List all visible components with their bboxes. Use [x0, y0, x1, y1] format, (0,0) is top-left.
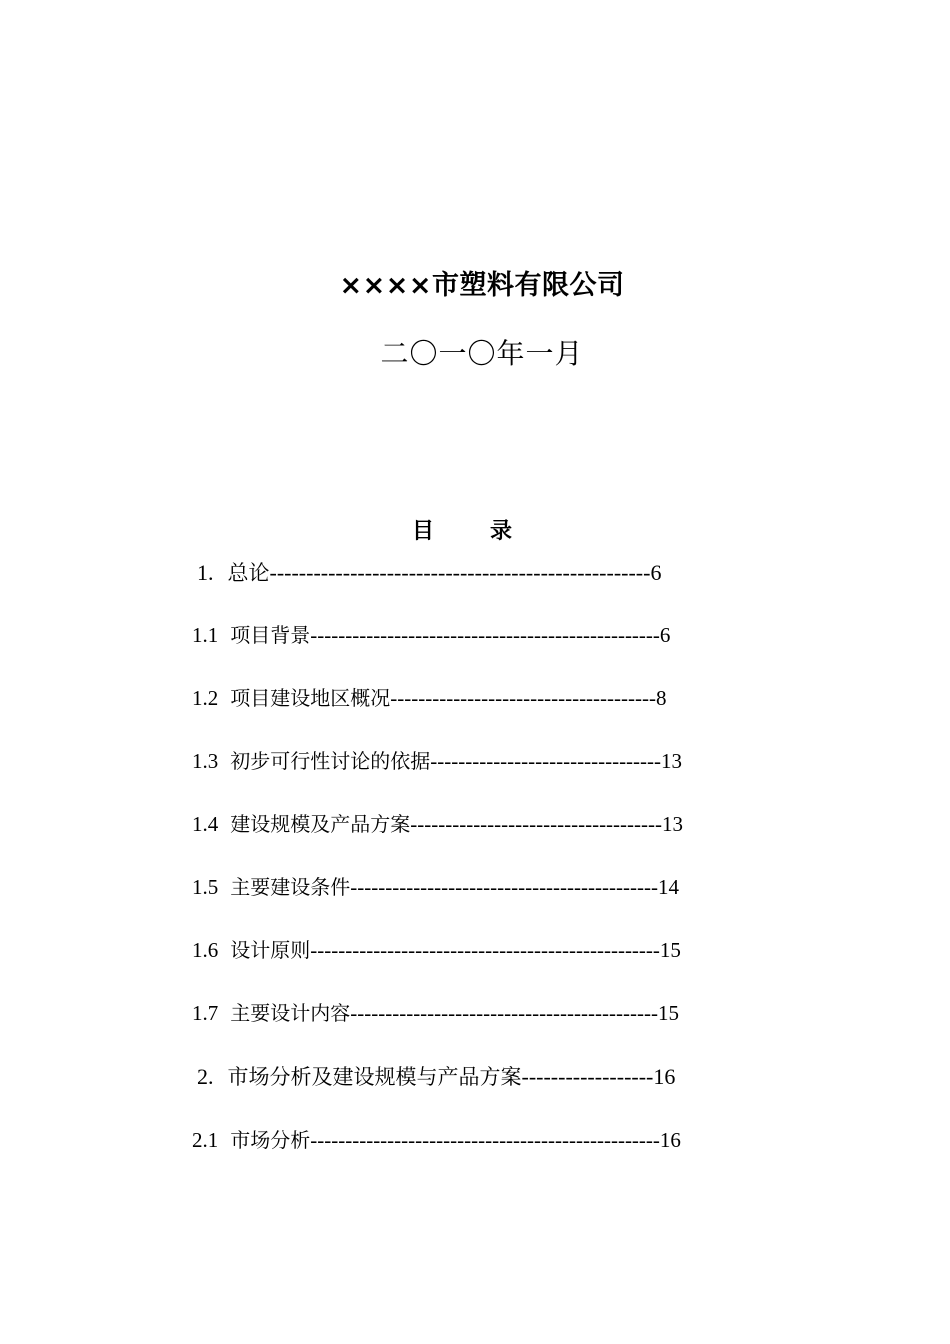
toc-entry[interactable] [197, 1062, 675, 1092]
toc-entry-page: 16 [659, 1128, 681, 1152]
toc-entry-number: 1.2 [192, 686, 219, 710]
company-name: ××××市塑料有限公司 [339, 270, 625, 301]
toc-entry-number: 1.3 [192, 749, 219, 773]
toc-entry-page: 8 [656, 686, 667, 710]
toc-entry-leader: -------------------------------------- [390, 686, 656, 710]
toc-entry-page: 15 [657, 1001, 679, 1025]
toc-entry-page: 6 [659, 623, 671, 647]
toc-entry[interactable] [192, 872, 679, 902]
toc-entry-number: 1. [197, 560, 214, 585]
toc-entry-leader: ---------------------------------------------------- [269, 560, 651, 585]
toc-entry-leader: -------------------------------------------------- [310, 623, 660, 647]
toc-entry[interactable] [192, 809, 683, 839]
toc-entry-leader: -------------------------------------------- [350, 1001, 658, 1025]
toc-entry-leader: -------------------------------------------- [350, 875, 658, 899]
toc-entry-title: 市场分析及建设规模与产品方案 [227, 1065, 522, 1089]
toc-entry-page: 6 [650, 560, 662, 585]
toc-entry-page: 15 [659, 938, 681, 962]
toc-entry-leader: -------------------------------------------------- [310, 1128, 660, 1152]
toc-entry-title: 建设规模及产品方案 [230, 812, 411, 836]
toc-entry[interactable] [192, 746, 682, 776]
toc-heading-right: 录 [490, 519, 513, 544]
toc-entry-number: 2.1 [192, 1128, 219, 1152]
toc-entry-number: 1.5 [192, 875, 219, 899]
toc-entry-title: 主要设计内容 [230, 1001, 351, 1025]
toc-heading [0, 518, 924, 546]
toc-entry-title: 项目建设地区概况 [230, 686, 391, 710]
toc-entry-page: 14 [657, 875, 679, 899]
toc-entry-title: 主要建设条件 [230, 875, 351, 899]
toc-entry-number: 1.4 [192, 812, 219, 836]
toc-entry-title: 市场分析 [230, 1128, 311, 1152]
toc-entry-title: 初步可行性讨论的依据 [230, 749, 431, 773]
toc-entry[interactable] [192, 620, 670, 650]
toc-entry-number: 1.1 [192, 623, 219, 647]
toc-entry-number: 2. [197, 1064, 214, 1089]
toc-entry-leader: --------------------------------- [430, 749, 662, 773]
document-date: 二〇一〇年一月 [380, 337, 584, 370]
toc-entry-leader: ------------------ [521, 1064, 654, 1089]
toc-entry-page: 13 [662, 812, 684, 836]
toc-entry[interactable] [192, 935, 681, 965]
toc-entry-title: 总论 [227, 561, 270, 585]
toc-heading-left: 目 [411, 519, 434, 544]
toc-entry-number: 1.6 [192, 938, 219, 962]
toc-entry-page: 13 [661, 749, 683, 773]
toc-entry-number: 1.7 [192, 1001, 219, 1025]
toc-entry-leader: -------------------------------------------------- [310, 938, 660, 962]
toc-entry[interactable] [192, 1125, 681, 1155]
toc-entry-title: 项目背景 [230, 623, 311, 647]
toc-entry-page: 16 [653, 1064, 676, 1089]
toc-entry-title: 设计原则 [230, 938, 311, 962]
toc-entry-leader: ------------------------------------ [410, 812, 663, 836]
toc-entry[interactable] [192, 683, 667, 713]
toc-entry[interactable] [192, 998, 679, 1028]
toc-entry[interactable] [197, 558, 661, 588]
